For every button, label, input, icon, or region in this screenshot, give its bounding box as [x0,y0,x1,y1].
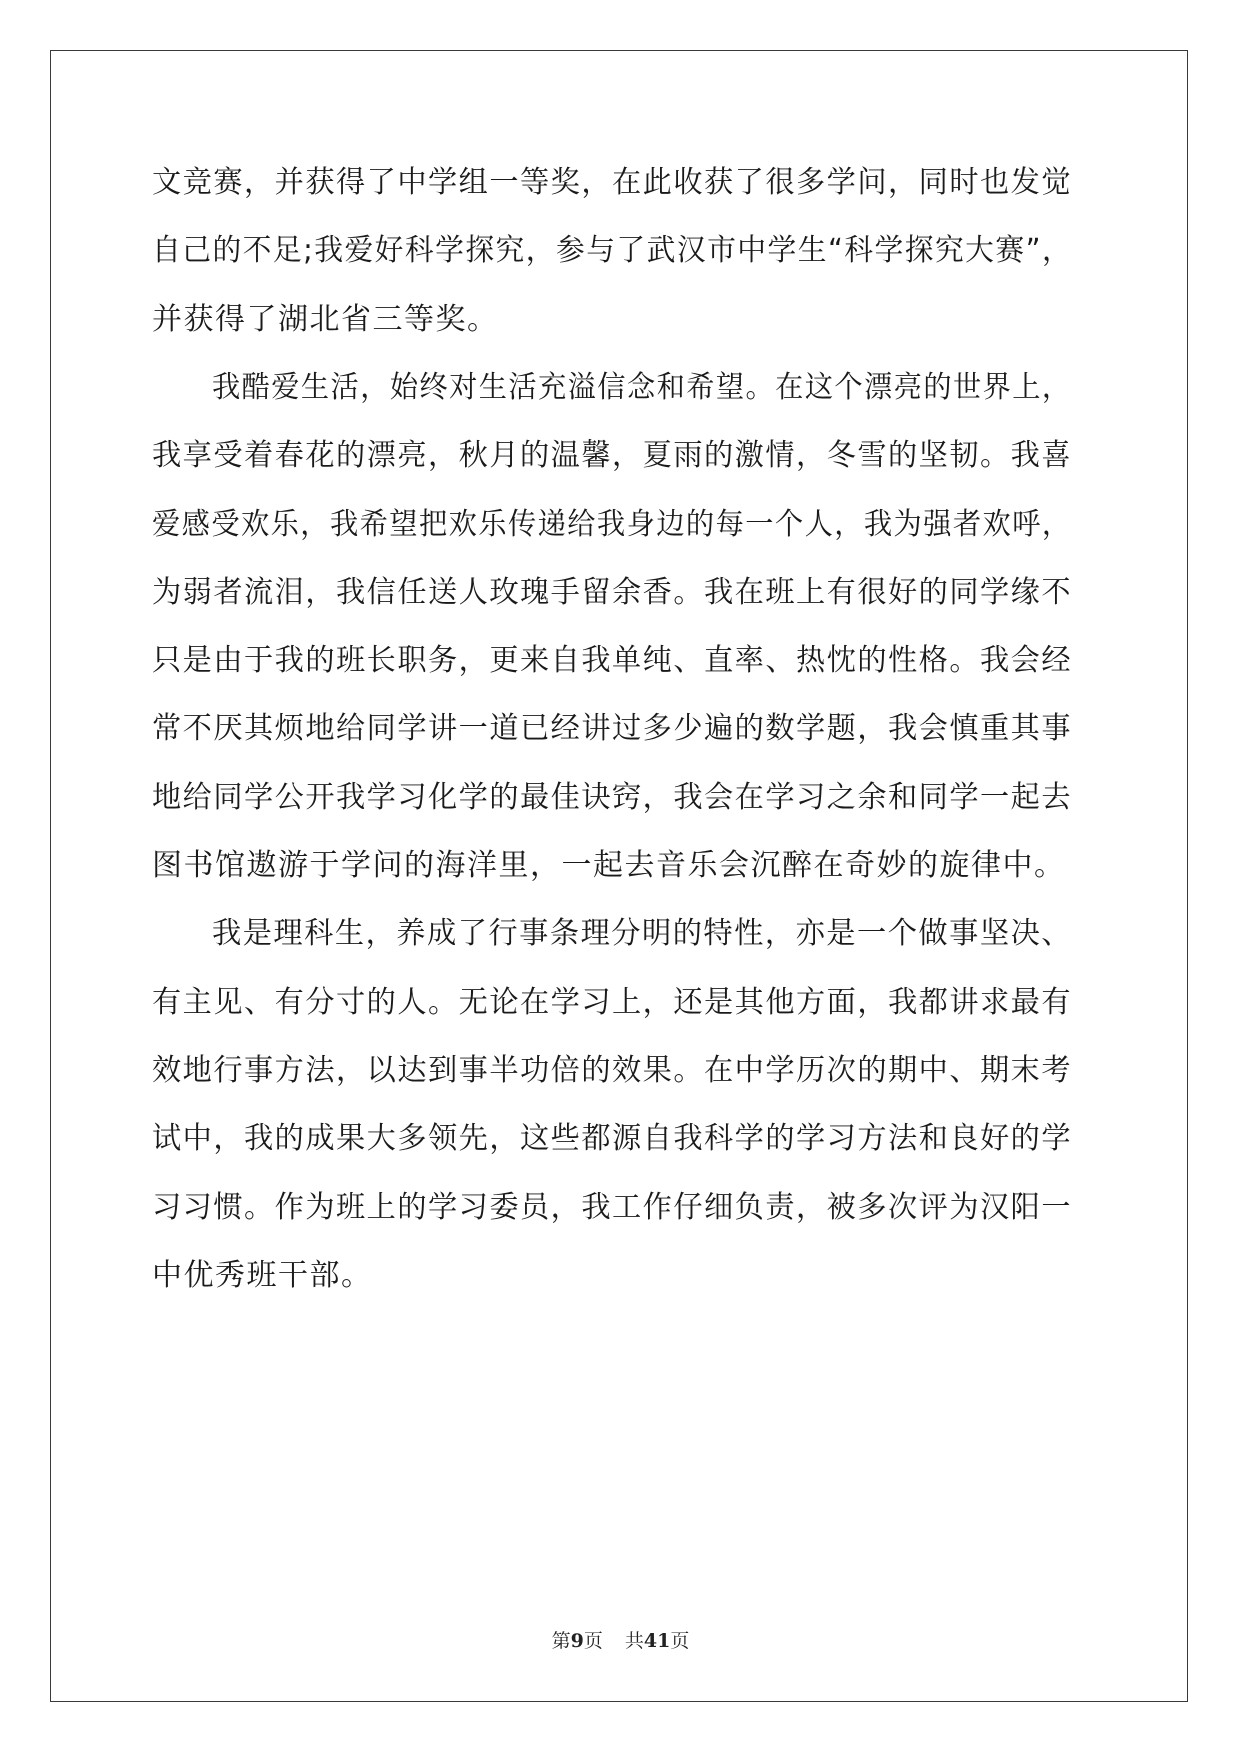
text-line: 我享受着春花的漂亮，秋月的温馨，夏雨的激情，冬雪的坚韧。我喜 [152,438,1072,474]
text-line: 有主见、有分寸的人。无论在学习上，还是其他方面，我都讲求最有 [152,984,1072,1020]
total-prefix: 共 [624,1630,644,1652]
text-line: 爱感受欢乐，我希望把欢乐传递给我身边的每一个人，我为强者欢呼， [152,506,1072,542]
total-pages: 41 [643,1630,671,1652]
text-line: 地给同学公开我学习化学的最佳诀窍，我会在学习之余和同学一起去 [152,779,1072,815]
page-suffix: 页 [583,1630,603,1652]
text-line: 试中，我的成果大多领先，这些都源自我科学的学习方法和良好的学 [152,1121,1072,1157]
text-line: 习习惯。作为班上的学习委员，我工作仔细负责，被多次评为汉阳一 [152,1189,1072,1225]
text-line: 并获得了湖北省三等奖。 [152,301,499,337]
total-suffix: 页 [670,1630,690,1652]
text-line: 中优秀班干部。 [152,1257,373,1293]
text-line: 为弱者流泪，我信任送人玫瑰手留余香。我在班上有很好的同学缘不 [152,574,1072,610]
text-line: 只是由于我的班长职务，更来自我单纯、直率、热忱的性格。我会经 [152,643,1072,679]
text-line: 文竞赛，并获得了中学组一等奖，在此收获了很多学问，同时也发觉 [152,165,1072,200]
text-line: 常不厌其烦地给同学讲一道已经讲过多少遍的数学题，我会慎重其事 [152,711,1072,747]
page-prefix: 第 [551,1630,571,1652]
text-line: 我酷爱生活，始终对生活充溢信念和希望。在这个漂亮的世界上， [212,369,1072,405]
page-footer [0,1626,1241,1653]
text-line: 图书馆遨游于学问的海洋里，一起去音乐会沉醉在奇妙的旋律中。 [152,848,1066,883]
page-number: 9 [570,1630,584,1652]
text-line: 我是理科生，养成了行事条理分明的特性，亦是一个做事坚决、 [212,916,1072,952]
text-line: 效地行事方法，以达到事半功倍的效果。在中学历次的期中、期末考 [152,1052,1072,1088]
text-line: 自己的不足;我爱好科学探究，参与了武汉市中学生“科学探究大赛”， [152,233,1073,269]
